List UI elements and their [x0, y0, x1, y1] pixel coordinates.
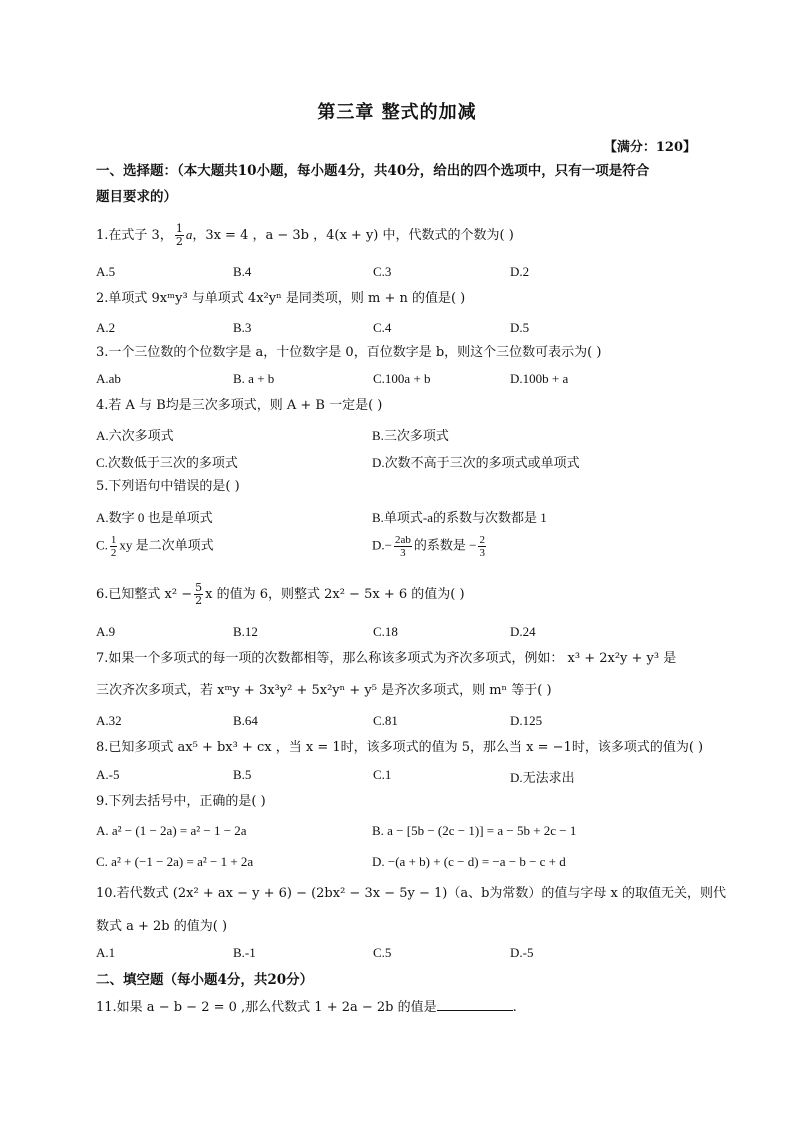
- option-a[interactable]: A.1: [96, 945, 116, 960]
- question-9-options-row2: [96, 854, 706, 876]
- option-a[interactable]: A.数字 0 也是单项式: [96, 510, 213, 525]
- answer-blank[interactable]: [437, 996, 513, 1011]
- question-7-cont: 三次齐次多项式，若 xᵐy + 3x³y² + 5x²yⁿ + y⁵ 是齐次多项式，则 mⁿ 等于( ): [96, 683, 552, 698]
- option-b[interactable]: B.三次多项式: [372, 428, 449, 443]
- option-c[interactable]: C.次数低于三次的多项式: [96, 455, 238, 470]
- question-9-options-row1: [96, 823, 706, 845]
- fraction: $\frac{2ab}{3}$: [394, 534, 411, 559]
- option-b[interactable]: B.5: [233, 767, 252, 782]
- question-8: 8.已知多项式 ax⁵ + bx³ + cx ，当 x = 1时，该多项式的值为 5，那么当 x = −1时，该多项式的值为( ): [96, 740, 704, 755]
- fraction: $\frac{5}{2}$: [195, 581, 203, 607]
- question-4-options-row1: [96, 425, 706, 447]
- question-6: 6.已知整式 x² − $\frac{5}{2}$ x 的值为 6，则整式 2x² − 5x + 6 的值为( ): [96, 581, 465, 607]
- question-1: 1.在式子 3， $\frac{1}{2}$ a，3x = 4 ，a − 3b ，4(x + y) 中，代数式的个数为( ): [96, 222, 514, 248]
- question-3-options: [96, 371, 706, 393]
- option-c[interactable]: C. $\frac{1}{2}$ xy 是二次单项式: [96, 534, 214, 559]
- option-a[interactable]: A. a² − (1 − 2a) = a² − 1 − 2a: [96, 823, 247, 838]
- question-5: 5.下列语句中错误的是( ): [96, 479, 240, 494]
- option-b[interactable]: B. a + b: [233, 371, 275, 386]
- option-d[interactable]: D.5: [510, 320, 530, 335]
- option-b[interactable]: B. a − [5b − (2c − 1)] = a − 5b + 2c − 1: [372, 823, 577, 838]
- option-a[interactable]: A.2: [96, 320, 116, 335]
- option-d[interactable]: D.无法求出: [510, 770, 575, 785]
- question-1-options: [96, 264, 706, 286]
- section-choice-heading-cont: 题目要求的）: [96, 189, 177, 205]
- option-c[interactable]: C.5: [373, 945, 392, 960]
- option-d[interactable]: D.100b + a: [510, 371, 569, 386]
- fraction: $\frac{1}{2}$: [175, 222, 183, 248]
- question-10-options: [96, 945, 706, 967]
- option-c[interactable]: C.1: [373, 767, 392, 782]
- question-7: 7.如果一个多项式的每一项的次数都相等，那么称该多项式为齐次多项式，例如： x³ + 2x²y + y³ 是: [96, 651, 677, 666]
- question-7-options: [96, 713, 706, 735]
- option-d[interactable]: D. −(a + b) + (c − d) = −a − b − c + d: [372, 854, 566, 869]
- option-b[interactable]: B.单项式-a的系数与次数都是 1: [372, 510, 547, 525]
- option-c[interactable]: C.81: [373, 713, 398, 728]
- question-8-options: [96, 767, 706, 789]
- question-2-options: [96, 320, 706, 342]
- option-d[interactable]: D.次数不高于三次的多项式或单项式: [372, 455, 580, 470]
- option-b[interactable]: B.4: [233, 264, 252, 279]
- option-d[interactable]: D.− $\frac{2ab}{3}$ 的系数是 − $\frac{2}{3}$: [372, 534, 485, 559]
- section-fill-heading: 二、填空题（每小题4分，共20分）: [96, 972, 314, 988]
- option-b[interactable]: B.-1: [233, 945, 256, 960]
- question-9: 9.下列去括号中，正确的是( ): [96, 794, 266, 809]
- question-1-text-b: ，3x = 4 ，a − 3b ，4(x + y) 中，代数式的个数为( ): [192, 228, 514, 243]
- option-b[interactable]: B.64: [233, 713, 258, 728]
- question-5-options-row1: [96, 507, 706, 529]
- option-a[interactable]: A.六次多项式: [96, 428, 174, 443]
- option-a[interactable]: A.ab: [96, 371, 121, 386]
- page-title: 第三章 整式的加减: [317, 102, 477, 123]
- question-2: 2.单项式 9xᵐy³ 与单项式 4x²yⁿ 是同类项，则 m + n 的值是( ): [96, 291, 466, 306]
- question-11: 11.如果 a − b − 2 = 0 ,那么代数式 1 + 2a − 2b 的值是 .: [96, 995, 706, 1021]
- section-choice-heading: 一、选择题：（本大题共10小题，每小题4分，共40分，给出的四个选项中，只有一项是符合: [96, 163, 650, 179]
- question-4-options-row2: [96, 452, 706, 474]
- option-d[interactable]: D.-5: [510, 945, 534, 960]
- option-a[interactable]: A.-5: [96, 767, 120, 782]
- fraction: $\frac{1}{2}$: [110, 534, 117, 559]
- option-c[interactable]: C.100a + b: [373, 371, 431, 386]
- question-10-cont: 数式 a + 2b 的值为( ): [96, 919, 228, 934]
- question-3: 3.一个三位数的个位数字是 a，十位数字是 0，百位数字是 b，则这个三位数可表示为( ): [96, 345, 602, 360]
- option-d[interactable]: D.2: [510, 264, 530, 279]
- question-6-options: [96, 624, 706, 646]
- option-a[interactable]: A.9: [96, 624, 116, 639]
- option-c[interactable]: C.4: [373, 320, 392, 335]
- option-c[interactable]: C.3: [373, 264, 392, 279]
- question-10: 10.若代数式 (2x² + ax − y + 6) − (2bx² − 3x − 5y − 1)（a、b为常数）的值与字母 x 的取值无关，则代: [96, 886, 726, 901]
- option-a[interactable]: A.32: [96, 713, 122, 728]
- option-c[interactable]: C. a² + (−1 − 2a) = a² − 1 + 2a: [96, 854, 254, 869]
- option-d[interactable]: D.24: [510, 624, 536, 639]
- option-b[interactable]: B.3: [233, 320, 252, 335]
- question-4: 4.若 A 与 B均是三次多项式，则 A + B 一定是( ): [96, 398, 383, 413]
- option-b[interactable]: B.12: [233, 624, 258, 639]
- option-a[interactable]: A.5: [96, 264, 116, 279]
- fraction: $\frac{2}{3}$: [479, 534, 485, 559]
- full-score-label: 【满分：120】: [603, 140, 696, 155]
- question-5-options-row2: [96, 534, 706, 570]
- option-c[interactable]: C.18: [373, 624, 398, 639]
- question-1-text-a: 1.在式子 3，: [96, 228, 173, 243]
- option-d[interactable]: D.125: [510, 713, 543, 728]
